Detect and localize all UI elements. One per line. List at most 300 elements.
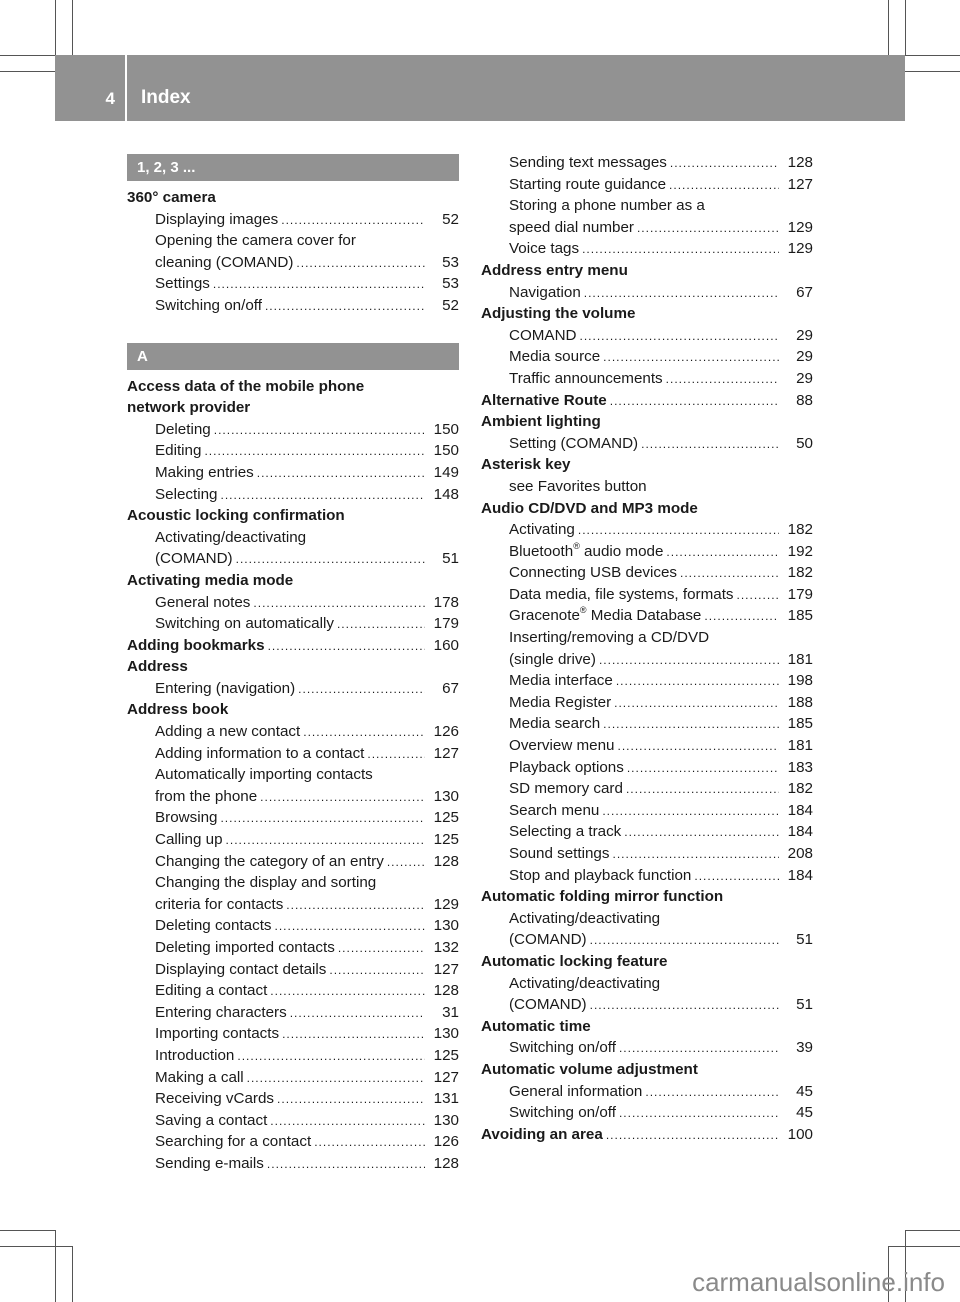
page-reference[interactable]: 128 [433,982,459,1000]
page-reference[interactable]: 130 [433,1111,459,1129]
entry-label [481,886,723,908]
page-reference[interactable]: 53 [442,253,459,271]
page-reference[interactable]: 45 [796,1082,813,1100]
page-reference[interactable]: 130 [433,1025,459,1043]
index-subentry[interactable] [127,1088,459,1110]
entry-label [155,937,335,959]
entry-text: Settings [155,275,210,293]
entry-label [155,1023,279,1045]
dot-leader [220,485,425,507]
index-subentry[interactable] [127,252,459,274]
entry-label [127,635,265,657]
entry-text: Deleting contacts [155,917,272,935]
entry-label [509,541,663,563]
page-reference[interactable]: 39 [796,1039,813,1057]
page-reference[interactable]: 185 [787,607,813,625]
index-subentry[interactable] [127,419,459,441]
index-subentry[interactable] [481,692,813,714]
entry-text: Media source [509,348,601,366]
entry-text: Introduction [155,1046,235,1064]
entry-text: Sending text messages [509,154,667,171]
page-reference[interactable]: 149 [433,463,459,481]
entry-text: network provider [127,399,251,417]
index-entry [481,951,813,973]
entry-label [509,1037,616,1059]
index-subentry[interactable] [481,670,813,692]
index-subentry[interactable] [127,273,459,295]
entry-text: Importing contacts [155,1025,280,1043]
crop-mark [905,0,906,55]
index-subentry[interactable] [481,649,813,671]
dot-leader [337,614,425,636]
crop-mark [888,0,889,55]
index-subentry[interactable] [481,562,813,584]
dot-leader [618,736,779,758]
entry-label [155,273,210,295]
entry-text: Changing the display and sorting [155,874,377,892]
entry-label [155,743,364,765]
entry-text: Adding information to a contact [155,744,365,762]
entry-text: Automatically importing contacts [155,766,373,784]
entry-label [509,476,647,498]
dot-leader [610,391,779,413]
entry-label [481,1059,698,1081]
index-subentry[interactable] [481,800,813,822]
entry-label [155,419,211,441]
index-subentry [127,527,459,549]
index-entry[interactable] [127,635,459,657]
entry-text: Entering (navigation) [155,679,296,697]
entry-text: Activating media mode [127,571,294,589]
page-reference[interactable]: 131 [433,1090,459,1108]
entry-text: audio mode [579,542,664,560]
index-subentry[interactable] [127,786,459,808]
page-reference[interactable]: 179 [433,615,459,633]
page-reference[interactable]: 31 [442,1003,459,1021]
page-reference[interactable]: 129 [787,218,813,236]
entry-text: Storing a phone number as a [509,197,705,215]
index-subentry [481,627,813,649]
entry-label [155,807,217,829]
entry-text: Activating/deactivating [509,974,661,992]
entry-label [509,670,613,692]
index-entry [481,454,813,476]
index-subentry[interactable] [127,1002,459,1024]
index-subentry[interactable] [481,541,813,563]
page-reference[interactable]: 132 [433,939,459,956]
dot-leader [694,866,779,888]
index-subentry[interactable] [481,325,813,347]
index-subentry[interactable] [127,462,459,484]
index-column-right [481,152,813,1145]
entry-label [509,562,677,584]
page-reference[interactable]: 184 [787,823,813,841]
entry-label [509,800,599,822]
page-reference[interactable]: 130 [433,917,459,935]
page-reference[interactable]: 52 [442,210,459,228]
page-reference[interactable]: 192 [787,542,813,560]
entry-text: Making a call [155,1068,244,1086]
index-subentry[interactable] [127,807,459,829]
entry-label [481,411,601,433]
entry-label [481,498,698,520]
page-reference[interactable]: 53 [442,275,459,293]
page-reference[interactable]: 88 [796,391,813,409]
page-reference[interactable]: 51 [442,550,459,568]
page-reference[interactable]: 130 [433,787,459,805]
entry-text: General notes [155,593,251,611]
index-subentry[interactable] [127,548,459,570]
page-reference[interactable]: 127 [433,1068,459,1086]
entry-text: Access data of the mobile phone [127,377,365,395]
dot-leader [670,153,779,175]
page-reference[interactable]: 127 [433,744,459,762]
index-subentry[interactable] [127,894,459,916]
index-subentry[interactable] [481,238,813,260]
entry-text: Activating/deactivating [155,528,307,546]
dot-leader [267,1154,425,1176]
entry-label [509,843,609,865]
entry-label [509,282,581,304]
index-subentry[interactable] [127,209,459,231]
index-subentry[interactable] [481,519,813,541]
dot-leader [303,722,425,744]
entry-label [481,390,607,412]
header-divider [125,55,127,121]
dot-leader [666,369,779,391]
crop-mark [55,1230,56,1302]
index-subentry[interactable] [127,1110,459,1132]
page-reference[interactable]: 150 [433,420,459,438]
index-subentry[interactable] [127,440,459,462]
page-reference[interactable]: 181 [787,650,813,668]
entry-label [155,295,262,317]
page-reference[interactable]: 182 [787,564,813,582]
index-subentry[interactable] [481,1102,813,1124]
page-reference[interactable]: 126 [433,723,459,741]
index-subentry[interactable] [481,757,813,779]
index-subentry[interactable] [127,829,459,851]
entry-label [509,821,621,843]
dot-leader [619,1038,779,1060]
page-reference[interactable]: 208 [787,845,813,862]
dot-leader [624,822,779,844]
dot-leader [275,916,425,938]
entry-text: Address entry menu [481,261,628,279]
page-number: 4 [105,89,115,108]
index-subentry[interactable] [481,433,813,455]
dot-leader [626,779,779,801]
entry-text: Media Database [586,607,702,625]
dot-leader [627,758,779,780]
page-reference[interactable]: 148 [433,485,459,503]
index-subentry[interactable] [481,152,813,174]
dot-leader [296,253,425,275]
entry-label [127,187,216,209]
index-subentry [127,872,459,894]
page-reference[interactable]: 150 [433,442,459,460]
entry-label [155,721,300,743]
crop-mark [0,55,55,56]
index-subentry[interactable] [481,735,813,757]
index-subentry[interactable] [481,821,813,843]
entry-label [127,376,364,398]
index-subentry[interactable] [127,295,459,317]
crop-mark [0,1246,72,1247]
index-subentry[interactable] [481,843,813,865]
crop-mark [888,1246,960,1247]
page-reference[interactable]: 125 [433,1046,459,1064]
page-reference[interactable]: 129 [433,895,459,913]
entry-text: Automatic folding mirror function [481,888,724,906]
index-entry[interactable] [481,1124,813,1146]
entry-label [509,238,579,260]
entry-label [155,1002,287,1024]
index-subentry[interactable] [481,282,813,304]
page-reference[interactable]: 67 [442,679,459,697]
dot-leader [602,801,779,823]
crop-mark [72,1246,73,1302]
dot-leader [737,585,779,607]
entry-label [509,152,667,174]
page-reference[interactable]: 178 [433,593,459,611]
entry-label [155,440,201,462]
entry-text: Bluetooth [509,542,574,560]
page-reference[interactable]: 182 [787,521,813,539]
crop-mark [905,71,960,72]
index-subentry[interactable] [127,851,459,873]
page-reference[interactable]: 188 [787,693,813,711]
entry-text: Displaying contact details [155,960,327,978]
page-reference[interactable]: 160 [433,636,459,654]
dot-leader [265,296,425,318]
page-reference[interactable]: 183 [787,758,813,776]
index-subentry[interactable] [481,994,813,1016]
crop-mark [72,0,73,55]
entry-text: Inserting/removing a CD/DVD [509,629,710,647]
page-reference[interactable]: 52 [442,296,459,314]
section-header: A [127,343,459,370]
page-reference[interactable]: 127 [433,960,459,978]
entry-label [155,1067,244,1089]
entry-text: see Favorites button [509,477,647,495]
page-reference[interactable]: 181 [787,737,813,755]
dot-leader [603,714,779,736]
page-reference[interactable]: 184 [787,866,813,884]
page-reference[interactable]: 50 [796,434,813,452]
index-subentry [127,230,459,252]
index-subentry[interactable] [127,678,459,700]
dot-leader [616,671,779,693]
index-subentry[interactable] [127,1131,459,1153]
index-subentry[interactable] [481,713,813,735]
index-subentry[interactable] [127,1045,459,1067]
entry-text: Navigation [509,283,581,301]
dot-leader [270,981,425,1003]
entry-text: Activating/deactivating [509,909,661,927]
dot-leader [237,1046,425,1068]
entry-label [481,1124,603,1146]
dot-leader [329,960,425,982]
entry-text: Overview menu [509,737,615,755]
entry-text: Adding a new contact [155,723,301,741]
entry-label [155,959,326,981]
index-subentry[interactable] [127,959,459,981]
entry-label [509,757,624,779]
entry-label [155,915,272,937]
entry-label [155,230,356,252]
page-reference[interactable]: 127 [787,175,813,193]
index-subentry[interactable] [127,1153,459,1175]
page-reference[interactable]: 51 [796,996,813,1014]
dot-leader [220,808,425,830]
entry-label [509,692,611,714]
dot-leader [298,679,425,701]
page-reference[interactable]: 67 [796,283,813,301]
index-entry[interactable] [481,390,813,412]
entry-text: Searching for a contact [155,1133,312,1151]
entry-text: Deleting [155,420,211,438]
entry-text: Deleting imported contacts [155,939,335,956]
crop-mark [0,1230,55,1231]
entry-label [155,1153,264,1175]
entry-label [481,454,571,476]
dot-leader [277,1089,425,1111]
dot-leader [580,326,780,348]
entry-text: COMAND [509,326,577,344]
section-spacer [127,317,459,343]
page-reference[interactable]: 125 [433,831,459,849]
entry-text: Adjusting the volume [481,305,636,323]
index-subentry[interactable] [127,980,459,1002]
entry-text: Automatic volume adjustment [481,1060,698,1078]
entry-text: Media interface [509,672,613,690]
dot-leader [387,852,425,874]
index-subentry[interactable] [127,721,459,743]
entry-label [509,1102,616,1124]
entry-text: Displaying images [155,210,279,228]
dot-leader [236,549,425,571]
entry-text: Playback options [509,758,624,776]
page-title: Index [141,87,191,108]
dot-leader [704,606,779,628]
entry-label [155,1110,267,1132]
dot-leader [213,274,425,296]
entry-label [509,519,575,541]
entry-text: Switching on/off [509,1104,616,1122]
index-subentry[interactable] [481,1081,813,1103]
dot-leader [584,283,779,305]
page-reference[interactable]: 128 [787,154,813,171]
dot-leader [578,520,779,542]
entry-text: Connecting USB devices [509,564,677,582]
index-subentry [127,764,459,786]
page-reference[interactable]: 129 [787,240,813,258]
entry-text: Calling up [155,831,223,849]
index-subentry[interactable] [481,1037,813,1059]
page-reference[interactable]: 182 [787,780,813,798]
entry-label [509,433,638,455]
entry-label [481,1016,591,1038]
entry-label [155,678,295,700]
index-subentry[interactable] [127,1067,459,1089]
dot-leader [260,787,425,809]
entry-label [127,656,188,678]
page-reference[interactable]: 179 [787,585,813,603]
entry-text: Switching on/off [509,1039,616,1057]
page-reference[interactable]: 128 [433,852,459,870]
index-subentry[interactable] [481,174,813,196]
entry-text: cleaning (COMAND) [155,253,294,271]
page-reference[interactable]: 100 [787,1125,813,1143]
index-subentry[interactable] [127,1023,459,1045]
watermark: carmanualsonline.info [692,1267,945,1297]
dot-leader [641,434,779,456]
page-reference[interactable]: 29 [796,348,813,366]
dot-leader [619,1103,779,1125]
page-reference[interactable]: 29 [796,369,813,387]
dot-leader [247,1068,425,1090]
entry-text: Automatic time [481,1017,591,1035]
entry-text: Alternative Route [481,391,607,409]
page-reference[interactable]: 51 [796,931,813,949]
index-entry [127,656,459,678]
index-subentry[interactable] [481,605,813,627]
entry-text: General information [509,1082,643,1100]
index-subentry[interactable] [127,743,459,765]
index-subentry[interactable] [127,915,459,937]
entry-text: Starting route guidance [509,175,667,193]
entry-text: Search menu [509,801,600,819]
registered-mark: ® [573,540,580,551]
index-subentry[interactable] [481,217,813,239]
index-entry [481,303,813,325]
entry-label [155,548,233,570]
entry-label [509,713,600,735]
index-subentry[interactable] [127,937,459,959]
entry-label [509,994,587,1016]
index-entry [481,1059,813,1081]
page-reference[interactable]: 128 [433,1154,459,1172]
index-subentry[interactable] [481,346,813,368]
index-entry [481,1016,813,1038]
page-reference[interactable]: 198 [787,672,813,690]
page-reference[interactable]: 184 [787,801,813,819]
index-subentry[interactable] [481,929,813,951]
index-entry [481,498,813,520]
page-reference[interactable]: 126 [433,1133,459,1151]
entry-label [127,570,293,592]
index-subentry[interactable] [127,613,459,635]
index-subentry[interactable] [127,484,459,506]
index-subentry[interactable] [481,368,813,390]
index-entry [127,505,459,527]
crop-mark [0,71,55,72]
index-subentry[interactable] [481,584,813,606]
entry-text: Stop and playback function [509,866,692,884]
dot-leader [367,744,425,766]
page-reference[interactable]: 45 [796,1104,813,1122]
dot-leader [226,830,425,852]
page-reference[interactable]: 125 [433,809,459,827]
entry-text: Setting (COMAND) [509,434,639,452]
page-reference[interactable]: 185 [787,715,813,733]
index-subentry[interactable] [481,778,813,800]
page-reference[interactable]: 29 [796,326,813,344]
entry-label [155,872,376,894]
index-subentry[interactable] [127,592,459,614]
index-subentry[interactable] [481,865,813,887]
